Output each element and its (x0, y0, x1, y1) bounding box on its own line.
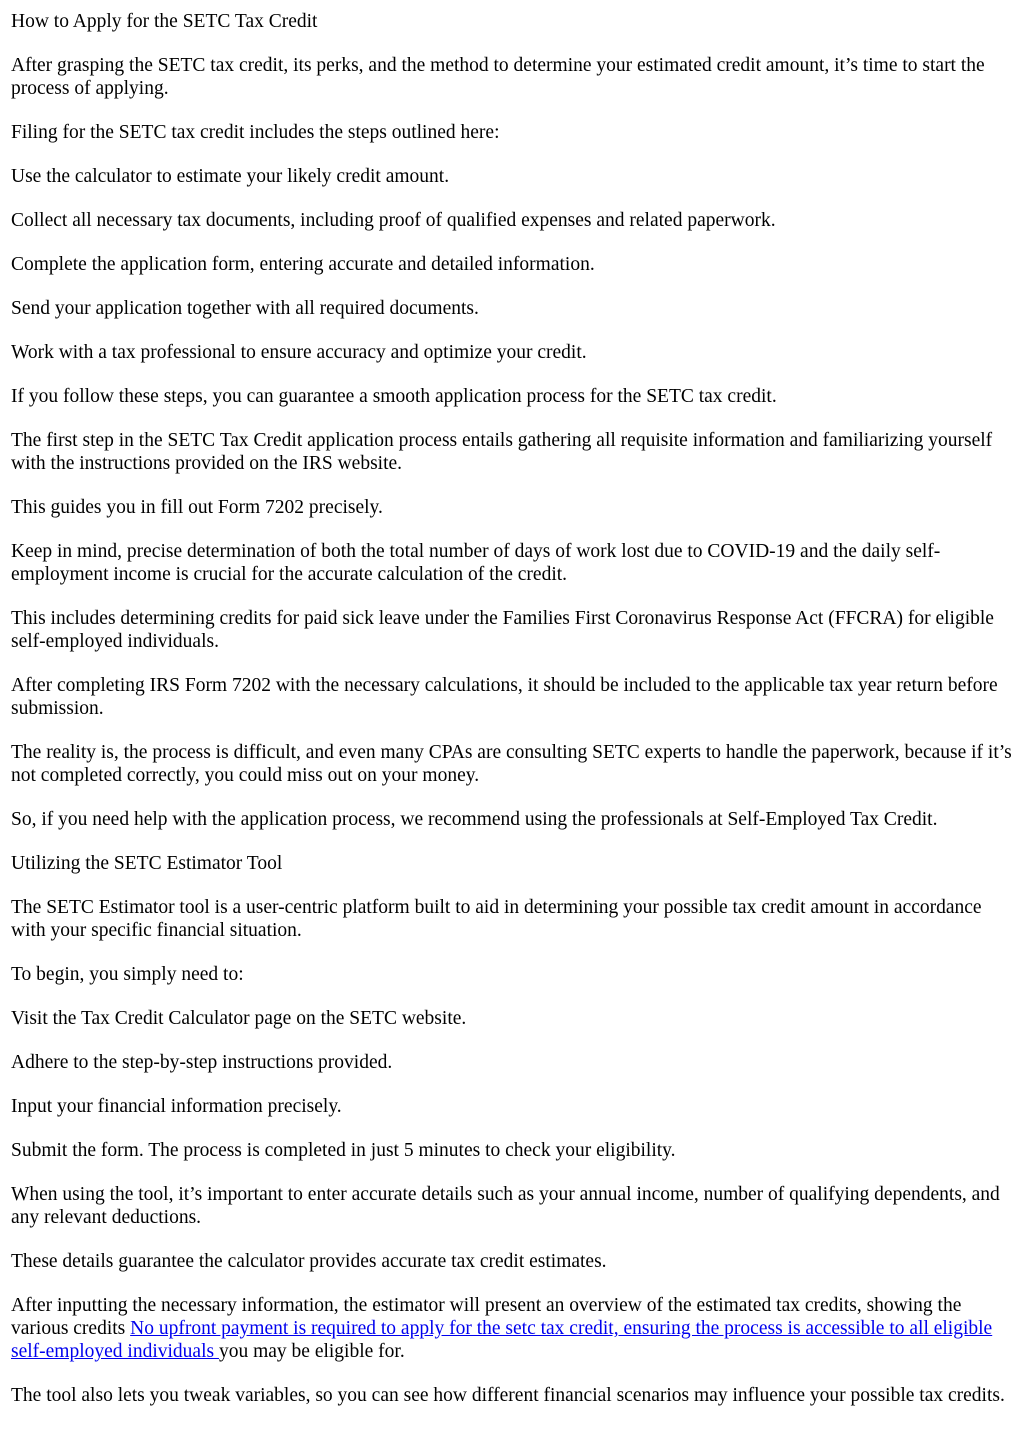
paragraph: If you follow these steps, you can guarantee a smooth application process for the SETC tax credit. (11, 386, 777, 407)
step-item: Submit the form. The process is completed in just 5 minutes to check your eligibility. (11, 1140, 676, 1161)
paragraph: So, if you need help with the application process, we recommend using the professionals at Self-Employed Tax Credit. (11, 809, 938, 830)
paragraph: The first step in the SETC Tax Credit application process entails gathering all requisite information and familiarizing yourself with the instructions provided on the IRS website. (11, 430, 993, 474)
step-item: Complete the application form, entering accurate and detailed information. (11, 254, 595, 275)
section-heading-estimator: Utilizing the SETC Estimator Tool (11, 853, 283, 874)
paragraph: The reality is, the process is difficult, and even many CPAs are consulting SETC experts to handle the paperwork, because if it’s not completed correctly, you could miss out on your money. (11, 742, 1012, 786)
paragraph: The SETC Estimator tool is a user-centric platform built to aid in determining your possible tax credit amount in accordance with your specific financial situation. (11, 897, 982, 941)
paragraph: Filing for the SETC tax credit includes the steps outlined here: (11, 122, 500, 143)
step-item: Collect all necessary tax documents, including proof of qualified expenses and related paperwork. (11, 210, 776, 231)
step-item: Send your application together with all required documents. (11, 298, 479, 319)
section-heading-apply: How to Apply for the SETC Tax Credit (11, 11, 318, 32)
paragraph: After grasping the SETC tax credit, its perks, and the method to determine your estimated credit amount, it’s time to start the process of applying. (11, 55, 985, 99)
paragraph: After completing IRS Form 7202 with the necessary calculations, it should be included to the applicable tax year return before submission. (11, 675, 998, 719)
paragraph: Keep in mind, precise determination of both the total number of days of work lost due to COVID-19 and the daily self-employment income is crucial for the accurate calculation of the credit. (11, 541, 941, 585)
setc-no-upfront-payment-link[interactable]: No upfront payment is required to apply for the setc tax credit, ensuring the process is accessible to all eligible self-employed individuals (11, 1318, 993, 1362)
step-item: Use the calculator to estimate your likely credit amount. (11, 166, 450, 187)
step-item: Visit the Tax Credit Calculator page on the SETC website. (11, 1008, 467, 1029)
paragraph-with-link (11, 1294, 1013, 1363)
text-after-link: you may be eligible for. (218, 1341, 405, 1362)
paragraph: This guides you in fill out Form 7202 precisely. (11, 497, 383, 518)
paragraph: To begin, you simply need to: (11, 964, 244, 985)
step-item: Input your financial information precisely. (11, 1096, 342, 1117)
paragraph: The tool also lets you tweak variables, so you can see how different financial scenarios may influence your possible tax credits. (11, 1385, 1005, 1406)
paragraph: These details guarantee the calculator provides accurate tax credit estimates. (11, 1251, 607, 1272)
paragraph: When using the tool, it’s important to enter accurate details such as your annual income, number of qualifying dependents, and any relevant deductions. (11, 1184, 1000, 1228)
step-item: Work with a tax professional to ensure accuracy and optimize your credit. (11, 342, 587, 363)
text-before-link: After inputting the necessary information, the estimator will present an overview of the estimated tax credits, showing the various credits (11, 1295, 962, 1339)
paragraph: This includes determining credits for paid sick leave under the Families First Coronavirus Response Act (FFCRA) for eligible self-employed individuals. (11, 608, 994, 652)
step-item: Adhere to the step-by-step instructions provided. (11, 1052, 393, 1073)
